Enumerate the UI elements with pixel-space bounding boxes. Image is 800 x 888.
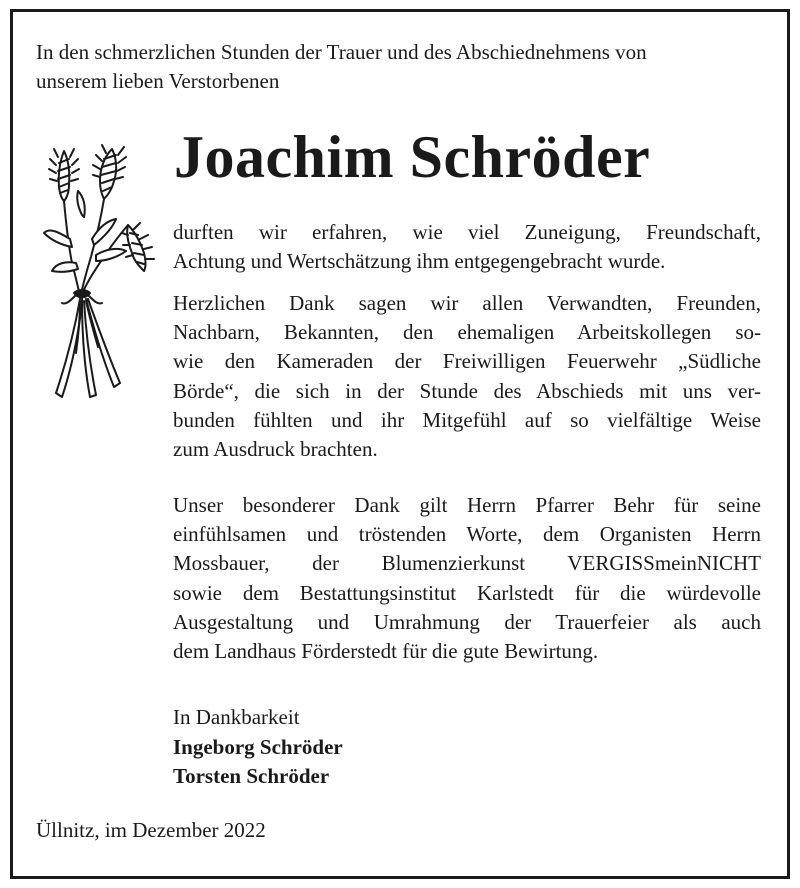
text-line: sowie dem Bestattungsinstitut Karlstedt für die würdevolle: [173, 580, 761, 605]
closing-phrase: In Dankbarkeit: [173, 705, 300, 729]
text-line: durften wir erfahren, wie viel Zuneigung, Freundschaft,: [173, 220, 761, 244]
signatory-name: Torsten Schröder: [173, 764, 330, 788]
place-and-date: Üllnitz, im Dezember 2022: [36, 818, 266, 842]
text-line: Mossbauer, der Blumenzierkunst VERGISSmeinNICHT: [173, 551, 761, 576]
paragraph-gratitude: [173, 218, 761, 276]
text-line: Nachbarn, Bekannten, den ehemaligen Arbeitskollegen so-: [173, 320, 761, 345]
text-line: Börde“, die sich in der Stunde des Abschieds mit uns ver-: [173, 378, 761, 403]
text-line: einfühlsamen und tröstenden Worte, dem Organisten Herrn: [173, 522, 761, 547]
intro-line: unserem lieben Verstorbenen: [36, 69, 280, 93]
intro-line: In den schmerzlichen Stunden der Trauer und des Abschiednehmens von: [36, 40, 647, 64]
text-line: dem Landhaus Förderstedt für die gute Bewirtung.: [173, 639, 599, 664]
intro-text: [36, 38, 776, 96]
signatory-name: Ingeborg Schröder: [173, 734, 343, 759]
text-line: wie den Kameraden der Freiwilligen Feuerwehr „Südliche: [173, 349, 761, 374]
text-line: zum Ausdruck brachten.: [173, 437, 378, 462]
paragraph-special-thanks: [173, 491, 761, 666]
closing-block: [173, 703, 343, 792]
paragraph-thanks: [173, 289, 761, 464]
text-line: Unser besonderer Dank gilt Herrn Pfarrer Behr für seine: [173, 493, 761, 517]
text-line: bunden fühlten und ihr Mitgefühl auf so vielfältige Weise: [173, 407, 761, 432]
text-line: Achtung und Wertschätzung ihm entgegengebracht wurde.: [173, 249, 666, 274]
deceased-name: Joachim Schröder: [174, 124, 651, 190]
text-line: Ausgestaltung und Umrahmung der Trauerfeier als auch: [173, 609, 761, 634]
text-line: Herzlichen Dank sagen wir allen Verwandten, Freunden,: [173, 291, 761, 315]
wheat-bundle-icon: [36, 143, 158, 405]
